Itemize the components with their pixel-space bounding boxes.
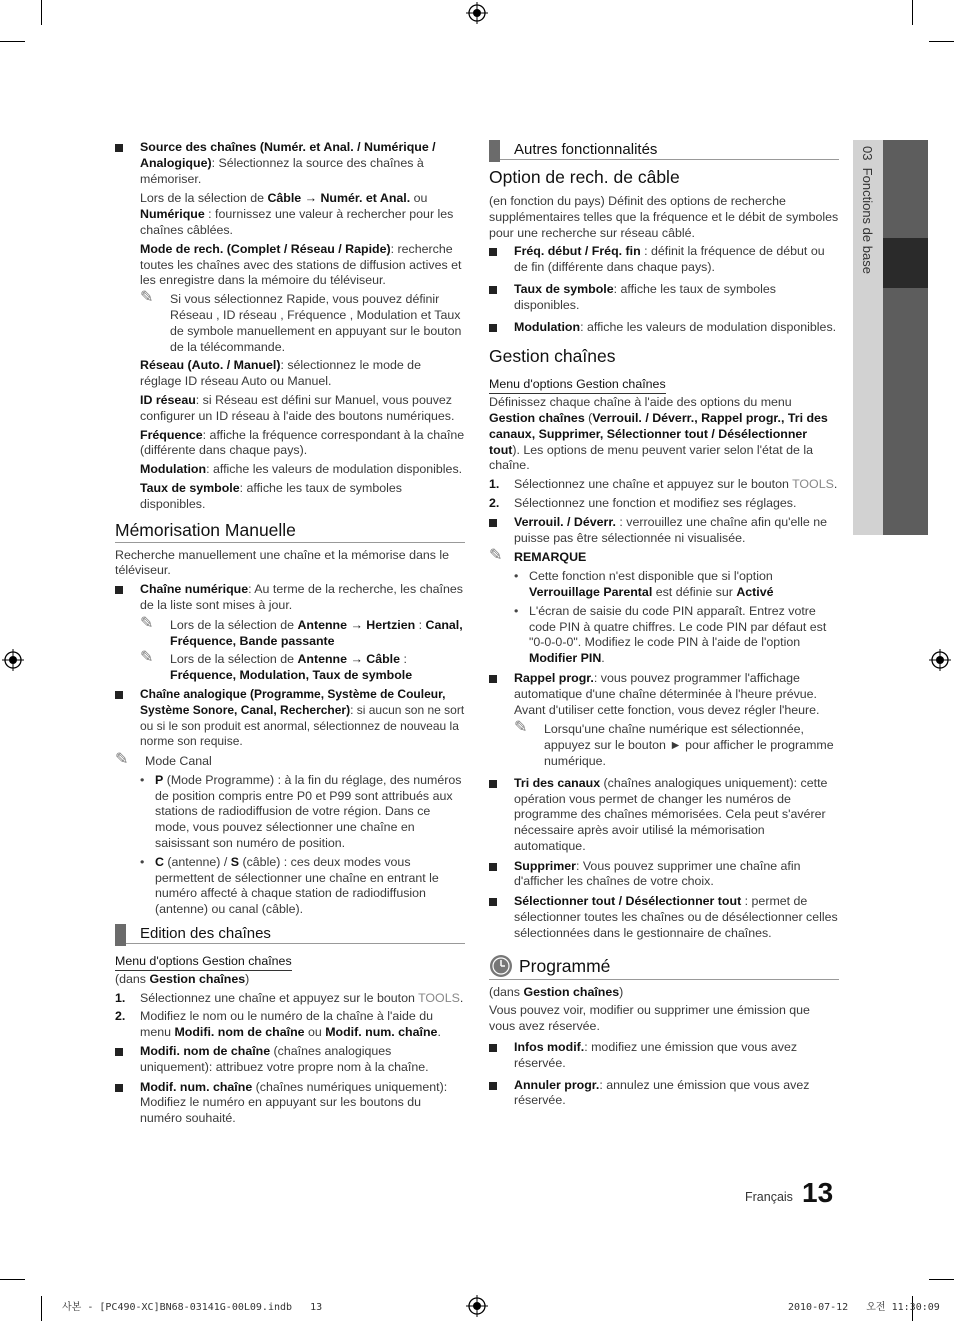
crop-mark [41, 0, 42, 25]
section-heading: Option de rech. de câble [489, 167, 680, 187]
note: ✎ Lorsqu'une chaîne numérique est sélectionnée, appuyez sur le bouton ► pour afficher le programme numérique. [514, 719, 834, 768]
list-item: Source des chaînes (Numér. et Anal. / Numérique / Analogique): Sélectionnez la source des chaînes à mémoriser. [115, 140, 465, 187]
paragraph: Réseau (Auto. / Manuel): sélectionnez le mode de réglage ID réseau Auto ou Manuel. [140, 358, 421, 389]
numbered-step: 2. Sélectionnez une fonction et modifiez ses réglages. [489, 495, 797, 510]
list-item: • Cette fonction n'est disponible que si l'option Verrouillage Parental est définie sur Activé [489, 569, 839, 601]
numbered-step: 1. Sélectionnez une chaîne et appuyez sur le bouton TOOLS. [489, 477, 838, 492]
note: ✎ Lors de la sélection de Antenne → Câble : Fréquence, Modulation, Taux de symbole [140, 649, 413, 683]
paragraph: (dans Gestion chaînes) [489, 984, 624, 999]
list-item: • P (Mode Programme) : à la fin du réglage, des numéros de position compris entre P0 et P99 sont attribués aux stations de radiodiffusion de votre région. Dans ce mode, vous pouvez sélectionner une chaîne en saisissant son numéro de position. [115, 773, 465, 852]
list-item: Supprimer: Vous pouvez supprimer une chaîne afin d'afficher les chaînes de votre choix. [489, 859, 839, 891]
list-item: Infos modif.: modifiez une émission que vous avez réservée. [489, 1040, 839, 1072]
menu-title: Menu d'options Gestion chaînes [489, 377, 666, 394]
section-subheading: Autres fonctionnalités [489, 140, 839, 160]
list-item: Modulation: affiche les valeurs de modulation disponibles. [489, 320, 839, 336]
section-heading [489, 954, 839, 980]
pencil-note-icon: ✎ [140, 614, 154, 632]
list-item: Modif. num. chaîne (chaînes numériques uniquement): Modifiez le numéro en appuyant sur les boutons du numéro souhaité. [115, 1080, 465, 1127]
registration-mark-icon [2, 649, 24, 671]
list-item: Fréq. début / Fréq. fin : définit la fréquence de début ou de fin (différente dans chaque pays). [489, 244, 839, 276]
right-column [489, 140, 839, 1113]
numbered-step: 1. Sélectionnez une chaîne et appuyez sur le bouton TOOLS. [115, 990, 464, 1005]
list-item: Rappel progr.: vous pouvez programmer l'affichage automatique d'une chaîne déterminée à l'heure prévue. Avant d'utiliser cette fonction, vous devez régler l'heure. [489, 671, 839, 718]
list-item: • C (antenne) / S (câble) : ces deux modes vous permettent de sélectionner une chaîne en entrant le numéro affecté à chaque station de radiodiffusion (antenne) ou canal (câble). [115, 855, 465, 918]
pencil-note-icon: ✎ [514, 719, 528, 737]
paragraph: Fréquence: affiche la fréquence correspondant à la chaîne (différente dans chaque pays). [140, 427, 465, 458]
paragraph: ID réseau: si Réseau est défini sur Manuel, vous pouvez configurer un ID réseau à l'aide des boutons numériques. [140, 392, 455, 423]
section-heading: Mémorisation Manuelle [115, 519, 465, 543]
note: ✎ Lors de la sélection de Antenne → Hertzien : Canal, Fréquence, Bande passante [140, 614, 463, 648]
paragraph: Mode de rech. (Complet / Réseau / Rapide): recherche toutes les chaînes avec des stations de diffusion actives et les enregistre dans la mémoire du téléviseur. [140, 241, 462, 288]
crop-mark [0, 1279, 25, 1280]
crop-mark [0, 41, 25, 42]
paragraph: (en fonction du pays) Définit des options de recherche supplémentaires telles que la fréquence et le débit de symboles pour une recherche sur réseau câblé. [489, 194, 839, 240]
note: ✎ Si vous sélectionnez Rapide, vous pouvez définir Réseau , ID réseau , Fréquence , Modulation et Taux de symbole manuellement en appuyant sur le bouton de la télécommande. [140, 289, 462, 354]
registration-mark-icon [466, 2, 488, 24]
section-subheading: Edition des chaînes [115, 924, 465, 944]
list-item: • L'écran de saisie du code PIN apparaît. Entrez votre code PIN à quatre chiffres. Le code PIN par défaut est "0-0-0-0". Modifiez le code PIN à l'aide de l'option Modifier PIN. [489, 604, 839, 667]
list-item: Taux de symbole: affiche les taux de symboles disponibles. [489, 282, 839, 314]
numbered-step: 2. Modifiez le nom ou le numéro de la chaîne à l'aide du menu Modifi. nom de chaîne ou Modif. num. chaîne. [115, 1009, 441, 1040]
crop-mark [912, 0, 913, 25]
paragraph: Modulation: affiche les valeurs de modulation disponibles. [140, 462, 463, 477]
page-number: 13 [802, 1177, 834, 1208]
side-tab-active [883, 238, 928, 288]
list-item: Verrouil. / Déverr. : verrouillez une chaîne afin qu'elle ne puisse pas être sélectionnée ni visualisée. [489, 515, 839, 547]
print-timestamp: 2010-07-12 오전 11:30:09 [788, 1302, 940, 1313]
left-column [115, 140, 465, 1131]
list-item: Chaîne numérique: Au terme de la recherche, les chaînes de la liste sont mises à jour. [115, 582, 465, 614]
list-item: Chaîne analogique (Programme, Système de Couleur, Système Sonore, Canal, Rechercher): si aucun son ne sort ou si le son produit est anormal, sélectionnez de nouveau la norme son requise. [115, 687, 465, 750]
registration-mark-icon [466, 1295, 488, 1317]
paragraph: Définissez chaque chaîne à l'aide des options du menu Gestion chaînes (Verrouil. / Déverr., Rappel progr., Tri des canaux, Supprimer, Sélectionner tout / Désélectionner tout). Les options de menu peuvent varier selon l'état de la chaîne. [489, 395, 828, 473]
clock-icon [489, 954, 513, 978]
crop-mark [929, 1279, 954, 1280]
section-heading-text: Programmé [519, 955, 611, 976]
side-tab-dark [883, 140, 928, 535]
note: ✎ Mode Canal [115, 751, 212, 769]
paragraph: (dans Gestion chaînes) [115, 971, 250, 986]
registration-mark-icon [929, 649, 951, 671]
pencil-note-icon: ✎ [140, 289, 154, 307]
list-item: Tri des canaux (chaînes analogiques uniquement): cette opération vous permet de changer les numéros de programme des chaînes mémorisées. Cela peut s'avérer nécessaire après avoir utilisé la mémorisation automatique. [489, 776, 839, 855]
paragraph: Taux de symbole: affiche les taux de symboles disponibles. [140, 480, 402, 511]
side-tab-label: 03 Fonctions de base [859, 146, 875, 274]
pencil-note-icon: ✎ [140, 649, 154, 667]
pencil-note-icon: ✎ [115, 751, 129, 769]
pencil-note-icon: ✎ [489, 547, 503, 565]
paragraph: Recherche manuellement une chaîne et la mémorise dans le téléviseur. [115, 547, 450, 578]
list-item: Annuler progr.: annulez une émission que vous avez réservée. [489, 1078, 839, 1110]
paragraph: Vous pouvez voir, modifier ou supprimer une émission que vous avez réservée. [489, 1003, 810, 1034]
list-item: Sélectionner tout / Désélectionner tout : permet de sélectionner toutes les chaînes ou de désélectionner celles sélectionnées dans le gestionnaire de chaînes. [489, 894, 839, 941]
menu-title: Menu d'options Gestion chaînes [115, 954, 292, 971]
file-info: 사본 - [PC490-XC]BN68-03141G-00L09.indb 13 [62, 1302, 323, 1313]
page-language: Français [745, 1190, 793, 1204]
paragraph: Lors de la sélection de Câble → Numér. et Anal. ou Numérique : fournissez une valeur à rechercher pour les chaînes câblées. [140, 191, 454, 237]
crop-mark [929, 41, 954, 42]
section-heading: Gestion chaînes [489, 346, 616, 367]
list-item: Modifi. nom de chaîne (chaînes analogiques uniquement): attribuez votre propre nom à la chaîne. [115, 1044, 465, 1076]
note: ✎ REMARQUE [489, 547, 587, 565]
crop-mark [41, 1296, 42, 1321]
